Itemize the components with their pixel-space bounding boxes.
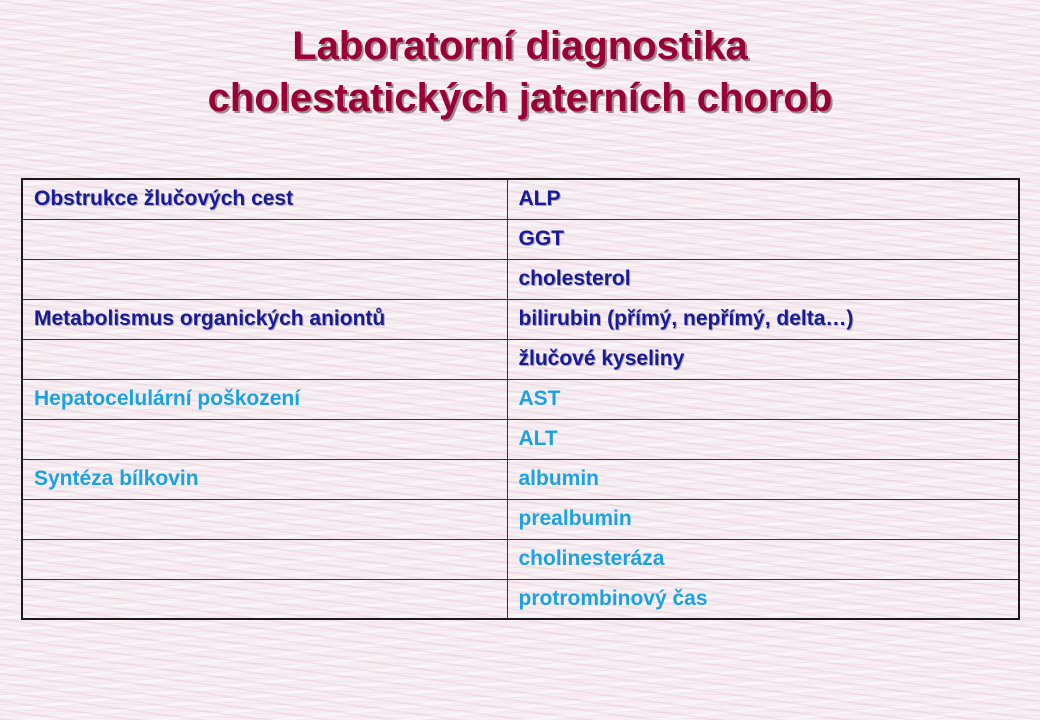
category-cell: Syntéza bílkovin [22, 459, 507, 499]
test-cell: ALT [507, 419, 1019, 459]
table-row [22, 419, 1019, 459]
table-row [22, 379, 1019, 419]
test-cell: žlučové kyseliny [507, 339, 1019, 379]
table-row [22, 499, 1019, 539]
category-cell: Metabolismus organických aniontů [22, 299, 507, 339]
slide-title-line-1: Laboratorní diagnostika [292, 24, 748, 68]
table-row [22, 539, 1019, 579]
category-cell: Hepatocelulární poškození [22, 379, 507, 419]
lab-tests-table [21, 178, 1020, 620]
category-cell [22, 219, 507, 259]
category-cell [22, 259, 507, 299]
table-row [22, 579, 1019, 619]
table-row [22, 219, 1019, 259]
test-cell: albumin [507, 459, 1019, 499]
table-row [22, 179, 1019, 219]
table-row [22, 339, 1019, 379]
test-cell: ALP [507, 179, 1019, 219]
category-cell [22, 499, 507, 539]
test-cell: GGT [507, 219, 1019, 259]
test-cell: cholesterol [507, 259, 1019, 299]
table-row [22, 299, 1019, 339]
category-cell [22, 539, 507, 579]
category-cell [22, 419, 507, 459]
slide-title-line-2: cholestatických jaterních chorob [207, 76, 833, 120]
table-row [22, 259, 1019, 299]
category-cell [22, 579, 507, 619]
test-cell: protrombinový čas [507, 579, 1019, 619]
table-row [22, 459, 1019, 499]
test-cell: prealbumin [507, 499, 1019, 539]
test-cell: AST [507, 379, 1019, 419]
slide-title [0, 20, 1040, 124]
category-cell [22, 339, 507, 379]
category-cell: Obstrukce žlučových cest [22, 179, 507, 219]
test-cell: cholinesteráza [507, 539, 1019, 579]
test-cell: bilirubin (přímý, nepřímý, delta…) [507, 299, 1019, 339]
